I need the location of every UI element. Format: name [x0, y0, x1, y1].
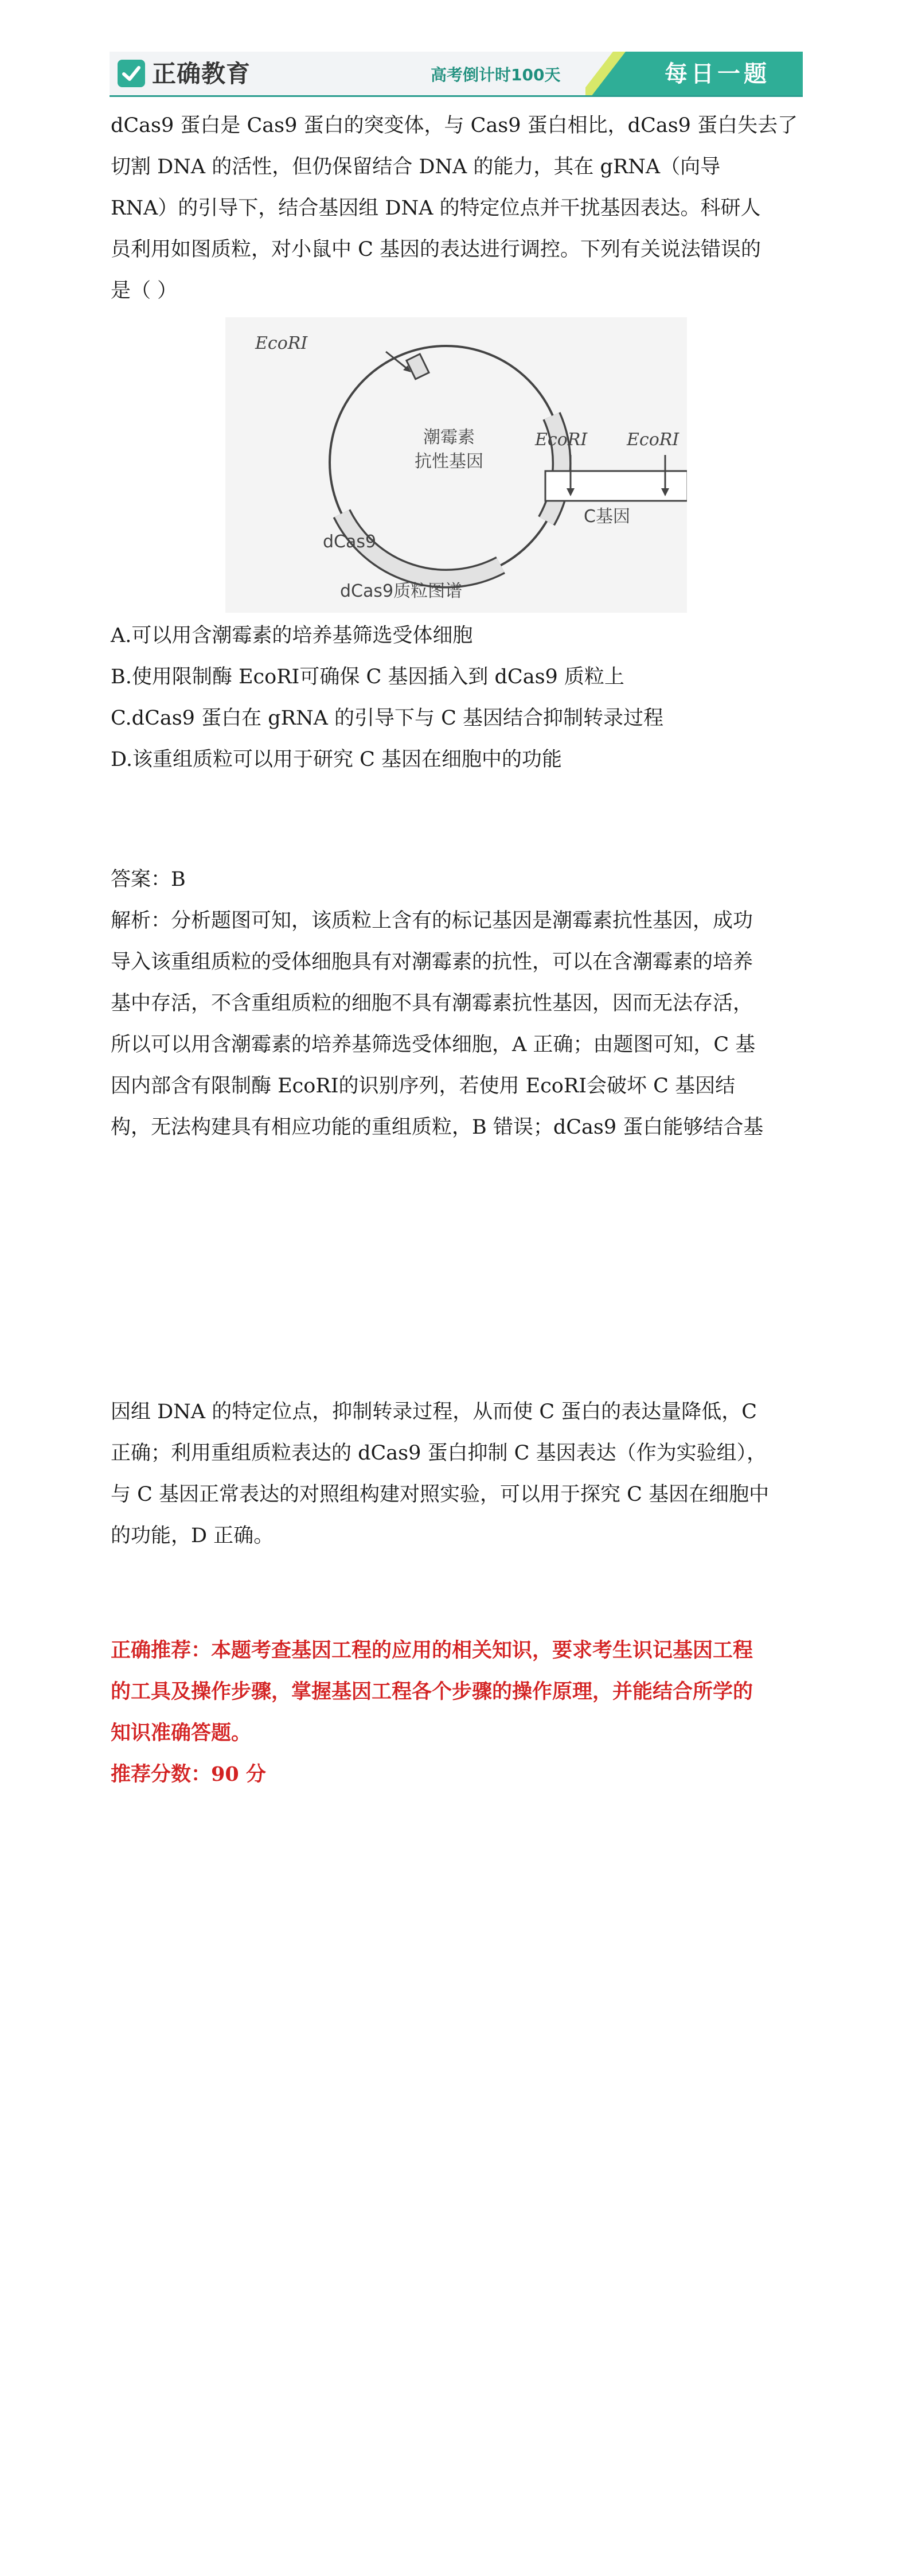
question-line: 是（ ） — [111, 279, 178, 302]
check-icon — [118, 60, 145, 87]
dcas9-label: dCas9 — [323, 532, 377, 552]
c-gene-label: C基因 — [584, 507, 630, 527]
analysis-line: 构，无法构建具有相应功能的重组质粒，B 错误；dCas9 蛋白能够结合基 — [111, 1116, 764, 1139]
diagram-caption: dCas9质粒图谱 — [340, 581, 463, 601]
recommendation-line: 的工具及操作步骤，掌握基因工程各个步骤的操作原理，并能结合所学的 — [111, 1680, 753, 1703]
option-c: C.dCas9 蛋白在 gRNA 的引导下与 C 基因结合抑制转录过程 — [111, 707, 664, 730]
resistance-gene-label-line1: 潮霉素 — [423, 427, 475, 448]
daily-question-tab — [585, 52, 803, 96]
analysis-line: 因内部含有限制酶 EcoRⅠ的识别序列，若使用 EcoRⅠ会破坏 C 基因结 — [111, 1075, 736, 1098]
resistance-gene-label-line2: 抗性基因 — [415, 452, 483, 472]
analysis-line: 与 C 基因正常表达的对照组构建对照实验，可以用于探究 C 基因在细胞中 — [111, 1483, 770, 1506]
header-banner — [110, 52, 803, 96]
recommendation-line: 正确推荐：本题考查基因工程的应用的相关知识，要求考生识记基因工程 — [111, 1639, 753, 1662]
daily-question-label: 每日一题 — [665, 61, 770, 87]
question-line: dCas9 蛋白是 Cas9 蛋白的突变体，与 Cas9 蛋白相比，dCas9 蛋白失去了 — [111, 114, 798, 137]
countdown-text: 高考倒计时100天 — [431, 65, 561, 84]
header-underline — [110, 95, 803, 97]
ecori-right-label: EcoRⅠ — [627, 430, 679, 450]
recommendation-line: 知识准确答题。 — [111, 1721, 252, 1745]
analysis-line: 的功能，D 正确。 — [111, 1524, 274, 1547]
option-d: D.该重组质粒可以用于研究 C 基因在细胞中的功能 — [111, 748, 562, 771]
question-line: RNA）的引导下，结合基因组 DNA 的特定位点并干扰基因表达。科研人 — [111, 197, 761, 220]
analysis-line: 导入该重组质粒的受体细胞具有对潮霉素的抗性，可以在含潮霉素的培养 — [111, 951, 753, 974]
ecori-left-label: EcoRⅠ — [535, 430, 588, 450]
analysis-line: 基中存活，不含重组质粒的细胞不具有潮霉素抗性基因，因而无法存活， — [111, 992, 753, 1015]
answer: 答案：B — [111, 868, 186, 891]
analysis-line: 解析：分析题图可知，该质粒上含有的标记基因是潮霉素抗性基因，成功 — [111, 909, 753, 932]
recommended-score: 推荐分数：90 分 — [111, 1762, 266, 1786]
plasmid-diagram — [225, 317, 687, 613]
analysis-line: 所以可以用含潮霉素的培养基筛选受体细胞，A 正确；由题图可知，C 基 — [111, 1033, 756, 1056]
ecori-plasmid-label: EcoRⅠ — [255, 333, 308, 353]
logo-text: 正确教育 — [152, 60, 251, 88]
analysis-line: 正确；利用重组质粒表达的 dCas9 蛋白抑制 C 基因表达（作为实验组）， — [111, 1442, 767, 1465]
option-b: B.使用限制酶 EcoRⅠ可确保 C 基因插入到 dCas9 质粒上 — [111, 666, 624, 688]
analysis-line: 因组 DNA 的特定位点，抑制转录过程，从而使 C 蛋白的表达量降低，C — [111, 1400, 757, 1423]
option-a: A.可以用含潮霉素的培养基筛选受体细胞 — [111, 624, 473, 647]
question-line: 员利用如图质粒，对小鼠中 C 基因的表达进行调控。下列有关说法错误的 — [111, 238, 761, 261]
question-line: 切割 DNA 的活性，但仍保留结合 DNA 的能力，其在 gRNA（向导 — [111, 155, 721, 178]
